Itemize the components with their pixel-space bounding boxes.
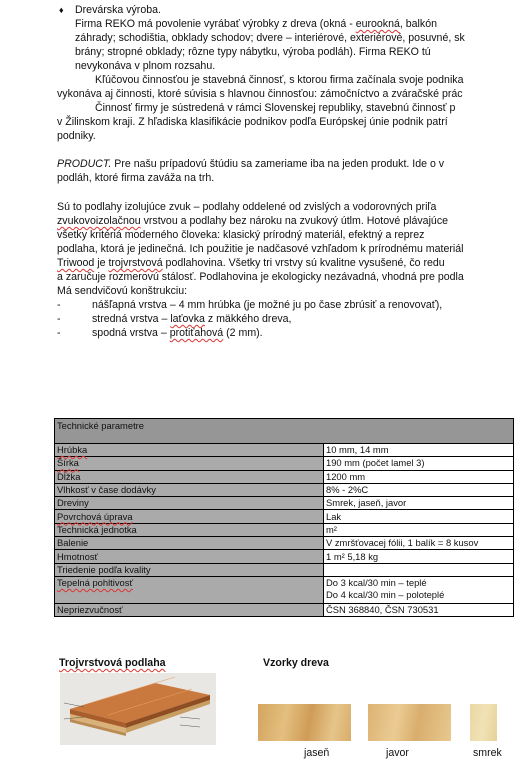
- param-value: 190 mm (počet lamel 3): [324, 457, 514, 470]
- paragraph-line: podniky.: [57, 130, 96, 142]
- paragraph-line: záhrady; schodištia, obklady schodov; dvere – interiérové, exteriérové, posuvné, sk: [75, 32, 465, 44]
- heading-text: Vzorky dreva: [263, 657, 329, 669]
- text-run: z mäkkého dreva,: [204, 313, 292, 325]
- table-row: [55, 523, 514, 536]
- text-run: Pre našu prípadovú štúdiu sa zameriame iba na jeden produkt. Ide o v: [111, 158, 445, 170]
- text-run: stredná vrstva –: [92, 313, 171, 325]
- param-name: Hrúbka: [57, 444, 88, 456]
- technical-parameters-table: [54, 418, 514, 617]
- paragraph-line: všetky kritériá moderného človeka: klasický prírodný materiál, efektný a reprez: [57, 229, 425, 241]
- param-value: [324, 576, 514, 603]
- param-name: Hmotnosť: [55, 550, 324, 563]
- param-value: 8% - 2%C: [324, 483, 514, 496]
- sample-swatch-jasen: [258, 704, 351, 741]
- table-row: [55, 563, 514, 576]
- param-name: Dreviny: [55, 497, 324, 510]
- param-name: Balenie: [55, 537, 324, 550]
- list-dash: -: [57, 313, 61, 325]
- sample-caption: jaseň: [304, 747, 330, 759]
- figure-heading-floor: [59, 657, 166, 669]
- table-row: [55, 510, 514, 523]
- text-run: , balkón: [399, 18, 437, 30]
- paragraph-line: Činnosť firmy je sústredená v rámci Slovenskej republiky, stavebnú činnosť p: [95, 102, 456, 114]
- bullet-diamond-icon: ♦: [59, 5, 64, 15]
- spellcheck-word: zvukovoizolačnou: [57, 215, 141, 227]
- paragraph-line: podlaha, ktorá je jedinečná. Ich použitie je nadčasové vzhľadom k prírodnému materiál: [57, 243, 464, 255]
- param-value: ČSN 368840, ČSN 730531: [324, 603, 514, 616]
- table-row: [55, 576, 514, 603]
- param-value: 1200 mm: [324, 470, 514, 483]
- paragraph-line: podláh, ktoré firma zaváža na trh.: [57, 172, 215, 184]
- param-name: Technická jednotka: [55, 523, 324, 536]
- table-row: [55, 550, 514, 563]
- param-name: Vlhkosť v čase dodávky: [55, 483, 324, 496]
- sample-caption: javor: [386, 747, 409, 759]
- spellcheck-word: trojvrstvová: [108, 257, 163, 269]
- list-dash: -: [57, 327, 61, 339]
- paragraph-line: [57, 157, 444, 171]
- param-value: 10 mm, 14 mm: [324, 444, 514, 457]
- param-value: Smrek, jaseň, javor: [324, 497, 514, 510]
- param-value: m²: [324, 523, 514, 536]
- param-value: 1 m² 5,18 kg: [324, 550, 514, 563]
- paragraph-line: [57, 214, 448, 228]
- paragraph-line: Má sendvičovú konštrukciu:: [57, 285, 188, 297]
- table-row: [55, 497, 514, 510]
- spellcheck-word: protiťahová: [169, 327, 224, 339]
- text-run: spodná vrstva –: [92, 327, 170, 339]
- list-item: [92, 312, 291, 326]
- param-value: V zmršťovacej fólii, 1 balík = 8 kusov: [324, 537, 514, 550]
- param-name: Dĺžka: [55, 470, 324, 483]
- sample-swatch-javor: [368, 704, 451, 741]
- table-header: Technické parametre: [55, 419, 514, 444]
- floor-layers-icon: [60, 673, 216, 745]
- spellcheck-word: eurookná: [355, 18, 400, 30]
- table-row: [55, 603, 514, 616]
- param-name: Triedenie podľa kvality: [55, 563, 324, 576]
- param-value: Lak: [324, 510, 514, 523]
- heading-text: Trojvrstvová podlaha: [59, 657, 166, 669]
- three-layer-floor-illustration: [60, 673, 216, 745]
- sample-caption: smrek: [473, 747, 502, 759]
- table-row: [55, 537, 514, 550]
- paragraph-line: [75, 17, 437, 31]
- text-run: podlahovina. Všetky tri vrstvy sú kvalitne vysušené, čo redu: [162, 257, 445, 269]
- spellcheck-word: Triwood: [57, 257, 95, 269]
- list-item: [92, 326, 263, 340]
- table-row: [55, 470, 514, 483]
- paragraph-line: brány; stropné obklady; rôzne typy nábytku, výroba podláh). Firma REKO tú: [75, 46, 431, 58]
- list-dash: -: [57, 299, 61, 311]
- paragraph-line: nevykonáva v plnom rozsahu.: [75, 60, 216, 72]
- param-name: Šírka: [57, 457, 79, 469]
- table-row: [55, 457, 514, 470]
- paragraph-line: [57, 256, 445, 270]
- text-run: (2 mm).: [223, 327, 263, 339]
- paragraph-line: Sú to podlahy izolujúce zvuk – podlahy oddelené od zvislých a vodorovných priľa: [57, 201, 437, 213]
- paragraph-line: v Žilinskom kraji. Z hľadiska klasifikácie podnikov podľa Európskej únie podnik patrí: [57, 116, 448, 128]
- sample-swatch-smrek: [470, 704, 497, 741]
- paragraph-line: vykonáva aj činnosti, ktoré súvisia s hlavnou činnosťou: zámočníctvo a zváračské prác: [57, 88, 463, 100]
- paragraph-line: a zaručuje rozmerovú stálosť. Podlahovina je ekologicky nezávadná, vhodná pre podla: [57, 271, 464, 283]
- table-row: [55, 483, 514, 496]
- param-name: Tepelná pohltivosť: [57, 576, 133, 588]
- figure-heading-samples: [263, 657, 329, 669]
- param-name: Nepriezvučnosť: [55, 603, 324, 616]
- table-row: [55, 444, 514, 457]
- text-run: Firma REKO má povolenie vyrábať výrobky z dreva (okná -: [75, 18, 356, 30]
- value-line: Do 4 kcal/30 min – poloteplé: [326, 588, 445, 600]
- paragraph-line: Drevárska výroba.: [75, 4, 161, 16]
- list-item: nášľapná vrstva – 4 mm hrúbka (je možné ju po čase zbrúsiť a renovovať),: [92, 299, 443, 311]
- spellcheck-word: laťovka: [170, 313, 205, 325]
- product-label: PRODUCT.: [57, 158, 112, 170]
- text-run: vrstvou a podlahy bez nároku na zvukový útlm. Hotové plávajúce: [140, 215, 449, 227]
- param-value: [324, 563, 514, 576]
- table-header-row: [55, 419, 514, 444]
- paragraph-line: Kľúčovou činnosťou je stavebná činnosť, s ktorou firma začínala svoje podnika: [95, 74, 464, 86]
- text-run: je: [94, 257, 109, 269]
- param-name: Povrchová úprava: [57, 510, 133, 522]
- value-line: Do 3 kcal/30 min – teplé: [326, 576, 427, 588]
